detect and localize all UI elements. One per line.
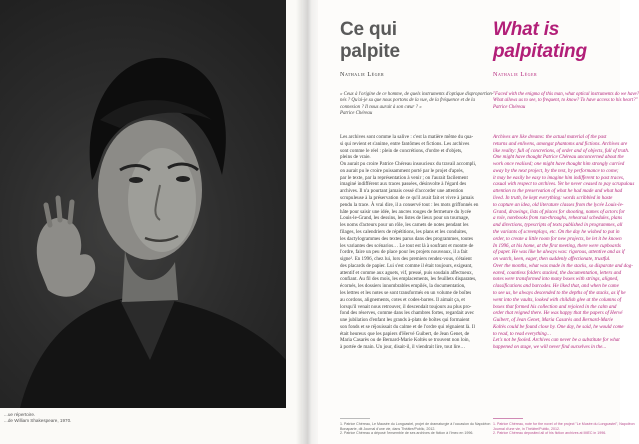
english-epigraph: [493, 92, 639, 111]
body-line: était heureux que les papiers d'Hervé Guibert, de Jean Genet, de: [340, 330, 470, 337]
french-body-text: [340, 134, 486, 351]
body-line: attention to the preservation of what he had made and what had: [493, 188, 623, 195]
portrait-illustration: [0, 0, 286, 408]
body-line: les dactylogrammes des textes parus dans des programmes, toutes: [340, 235, 474, 242]
footnote-line: 2. Patrice Chéreau a déposé l'ensemble de ses archives de fiction à l'Imec en 1996.: [340, 431, 474, 436]
body-line: to read, to read everything…: [493, 330, 552, 337]
footnote-line: 1. Patrice Chéreau, note for the novel of the project "Le Musée du Longcastel", Napoléon: [493, 422, 635, 426]
body-line: Louis-le-Grand, les dessins, les listes de lieux pour un tournage,: [340, 215, 470, 222]
french-footnotes: [340, 422, 491, 436]
footnote-line: 1. Patrice Chéreau, Le Mausée du Longcastel, projet de dramaturgie à l'occasion du Napoléon: [340, 422, 491, 426]
body-line: lorsqu'il venait nous retrouver, il descendait toujours au plus pro-: [340, 303, 472, 310]
body-line: Koltès could be found close by. One day, he said, he would come: [493, 323, 624, 330]
body-line: sont comme le réel : plein de concrétions, d'ordre et d'objets,: [340, 147, 463, 154]
body-line: si qui revient et s'anime, entre fantômes et fictions. Les archives: [340, 140, 470, 147]
body-line: imaginé indifférent aux traces passées, désinvolte à l'égard des: [340, 181, 467, 188]
english-title: [493, 19, 587, 63]
body-line: classifications and barcodes. He liked that, and when he came: [493, 283, 619, 290]
body-line: order that reigned there. He was happy that the papers of Hervé: [493, 310, 623, 317]
right-page: [318, 0, 639, 444]
body-line: order, to create a little room for new projects, he let it be known: [493, 235, 622, 242]
body-line: hâte pour saisir une idée, les ancres rouges de fermeture du lycée: [340, 208, 472, 215]
footnote-line: Journal d'une vie, in Théâtre/Public, 2012.: [493, 426, 560, 431]
body-line: pleins de vraie.: [340, 154, 371, 161]
body-line: écornés, les dossiers innombrables empilés, la documentation,: [340, 283, 466, 290]
body-line: the variants of screenplays, etc. On the day he wished to put in: [493, 228, 620, 235]
body-line: on aurait pu le croire puissamment porté par le projet d'après,: [340, 167, 464, 174]
body-line: On aurait pu croire Patrice Chéreau insoucieux du travail accompli,: [340, 161, 477, 168]
body-line: confiant. Au fil des mois, les emplacements, les feuillets disparates,: [340, 276, 477, 283]
body-line: attentif et comme aux aguets, vif, pressé, puis soudain affectueux,: [340, 269, 473, 276]
body-line: on watch, keen, eager, then suddenly affectionate, trustful.: [493, 256, 611, 263]
body-line: des placards de papier. Lui s'est comme il était toujours, exigeant,: [340, 262, 473, 269]
epigraph-line: connexion ? Il nous aurait à son cœur ? »: [340, 104, 422, 110]
body-line: returns and enlivens, amongst phantoms and fictions. Archives are: [493, 140, 628, 147]
epigraph-line: nés ? Qu'ai-je su que nous portons de la vue, de la fréquence et de la: [340, 98, 475, 104]
footnote-line: Bonaparte, dit Journal d'une vie, dans Théâtre/Public, 2012.: [340, 426, 436, 431]
footnote-rule: [340, 418, 370, 419]
body-line: scrupuleuse à la préservation de ce qu'il avait fait et vivre à jamais: [340, 195, 474, 202]
body-line: a role, notebooks from run-throughs, rehearsal schedules, plans: [493, 215, 623, 222]
body-line: to see us, he always descended to the depths of the stacks, as if he: [493, 289, 626, 296]
body-line: lived. In truth, he kept everything: words scribbled in haste: [493, 195, 613, 202]
french-title: [340, 19, 400, 63]
english-footnotes: [493, 422, 635, 436]
epigraph-line: What allows us to see, to frequent, to know? To have access to his heart?": [493, 98, 638, 104]
body-line: l'ordre, faire un peu de place pour les projets nouveaux, il a fait: [340, 249, 468, 256]
body-line: signe¹. En 1996, chez lui, lors des premiers rendez-vous, s'étaient: [340, 256, 472, 263]
body-line: and directions, typescripts of texts published in programmes, all: [493, 222, 623, 229]
french-title-line: palpite: [340, 41, 400, 62]
english-body-text: [493, 134, 635, 351]
caption-line: ...de William Shakespeare, 1970.: [4, 418, 72, 423]
body-line: archives. Il n'a pourtant jamais cessé d'accorder une attention: [340, 188, 464, 195]
english-title-line: What is: [493, 19, 560, 40]
body-line: casual with respect to archives. Yet he never ceased to pay scrupulous: [493, 181, 635, 188]
body-line: Grand, drawings, lists of places for shooting, names of actors for: [493, 208, 625, 215]
body-line: away by the next project, by the text, by performance to come;: [493, 167, 619, 174]
footnote-line: 2. Patrice Chéreau deposited all of his fiction archives at IMEC in 1996.: [493, 431, 607, 436]
body-line: went into the vaults, looked with childish glee at the columns of: [493, 296, 622, 303]
body-line: work once realised; one might have thought him strongly carried: [493, 161, 625, 168]
body-line: une jubilation d'enfant les grands à-plats de boîtes qui formaient: [340, 317, 470, 324]
body-line: In 1996, at his home, at the first meeting, there were cupboards: [493, 242, 621, 249]
portrait-photograph: [0, 0, 286, 408]
body-line: Archives are like dreams: the actual material of the past: [493, 134, 607, 140]
left-page: [0, 0, 302, 444]
body-line: boxes that formed his collection and rejoiced in the calm and: [493, 303, 617, 310]
body-line: au cordons, alignements, cotes et codes-barres. Il aimait ça, et: [340, 296, 465, 303]
caption-line: ...ue répertoire.: [4, 412, 36, 417]
body-line: of paper. He was like he always was: rigorous, attentive and as if: [493, 249, 625, 256]
french-author: Nathalie Léger: [340, 71, 385, 78]
body-line: Over the months, what was made in the stacks, so disparate and dog-: [493, 262, 633, 269]
french-epigraph: [340, 92, 494, 117]
body-line: fond des réserves, comme dans les chambres fortes, regardait avec: [340, 310, 475, 317]
body-line: les lettres et les notes se sont transformés en un volume de boîtes: [340, 289, 472, 296]
body-line: One might have thought Patrice Chéreau unconcerned about the: [493, 154, 624, 161]
epigraph-line: « Ceux à l'origine de ce homme, de quels instruments d'optique disproportion-: [340, 92, 494, 97]
epigraph-line: "Faced with the enigma of this man, what optical instruments do we have?: [493, 92, 639, 97]
body-line: les noms d'acteurs pour un rôle, les carnets de notes pendant les: [340, 222, 469, 229]
body-line: pendu la trace. À vrai dire, il a conservé tout : les mots griffonnés en: [340, 201, 479, 208]
body-line: Guibert, of Jean Genet, Maria Casarès and Bernard-Marie: [493, 317, 613, 324]
body-line: son fonds et se réjouissait du calme et de l'ordre qui régnaient là. Il: [340, 323, 475, 330]
body-line: filages, les calendriers de répétitions, les plans et les conduites,: [340, 228, 468, 235]
body-line: à portée de main. Un jour, disait-il, il viendrait lire, tout lire…: [340, 344, 466, 351]
english-author: Nathalie Léger: [493, 71, 538, 78]
epigraph-line: Patrice Chéreau: [493, 104, 526, 110]
body-line: par le texte, par la représentation à venir ; on l'aurait facilement: [340, 174, 468, 181]
body-line: Maria Casarès ou de Bernard-Marie Koltès se trouvent non loin,: [340, 337, 470, 344]
body-line: Les archives sont comme la salive : c'est la matière même du qua-: [340, 134, 474, 140]
epigraph-line: Patrice Chéreau: [340, 110, 373, 116]
body-line: like reality: full of concretions, of order and of objects, full of truth.: [493, 147, 630, 154]
photo-caption: [4, 412, 204, 424]
body-line: happened on stage, we will never find ourselves in the...: [493, 344, 607, 351]
body-line: Let's not be fooled. Archives can never be a substitute for what: [493, 337, 620, 344]
body-line: les variantes des scénarios… Le tout est là à soufrant et montre de: [340, 242, 474, 249]
footnote-rule: [493, 418, 523, 419]
english-title-line: palpitating: [493, 41, 587, 62]
body-line: notes were transformed into many boxes with strings, aligned,: [493, 276, 619, 283]
body-line: eared, countless folders stacked, the documentation, letters and: [493, 269, 622, 276]
french-title-line: Ce qui: [340, 19, 397, 40]
body-line: to capture an idea, old literature classes from the lycée Louis-le-: [493, 201, 624, 208]
body-line: it may be easily be easy to imagine him indifferent to past traces,: [493, 174, 625, 181]
